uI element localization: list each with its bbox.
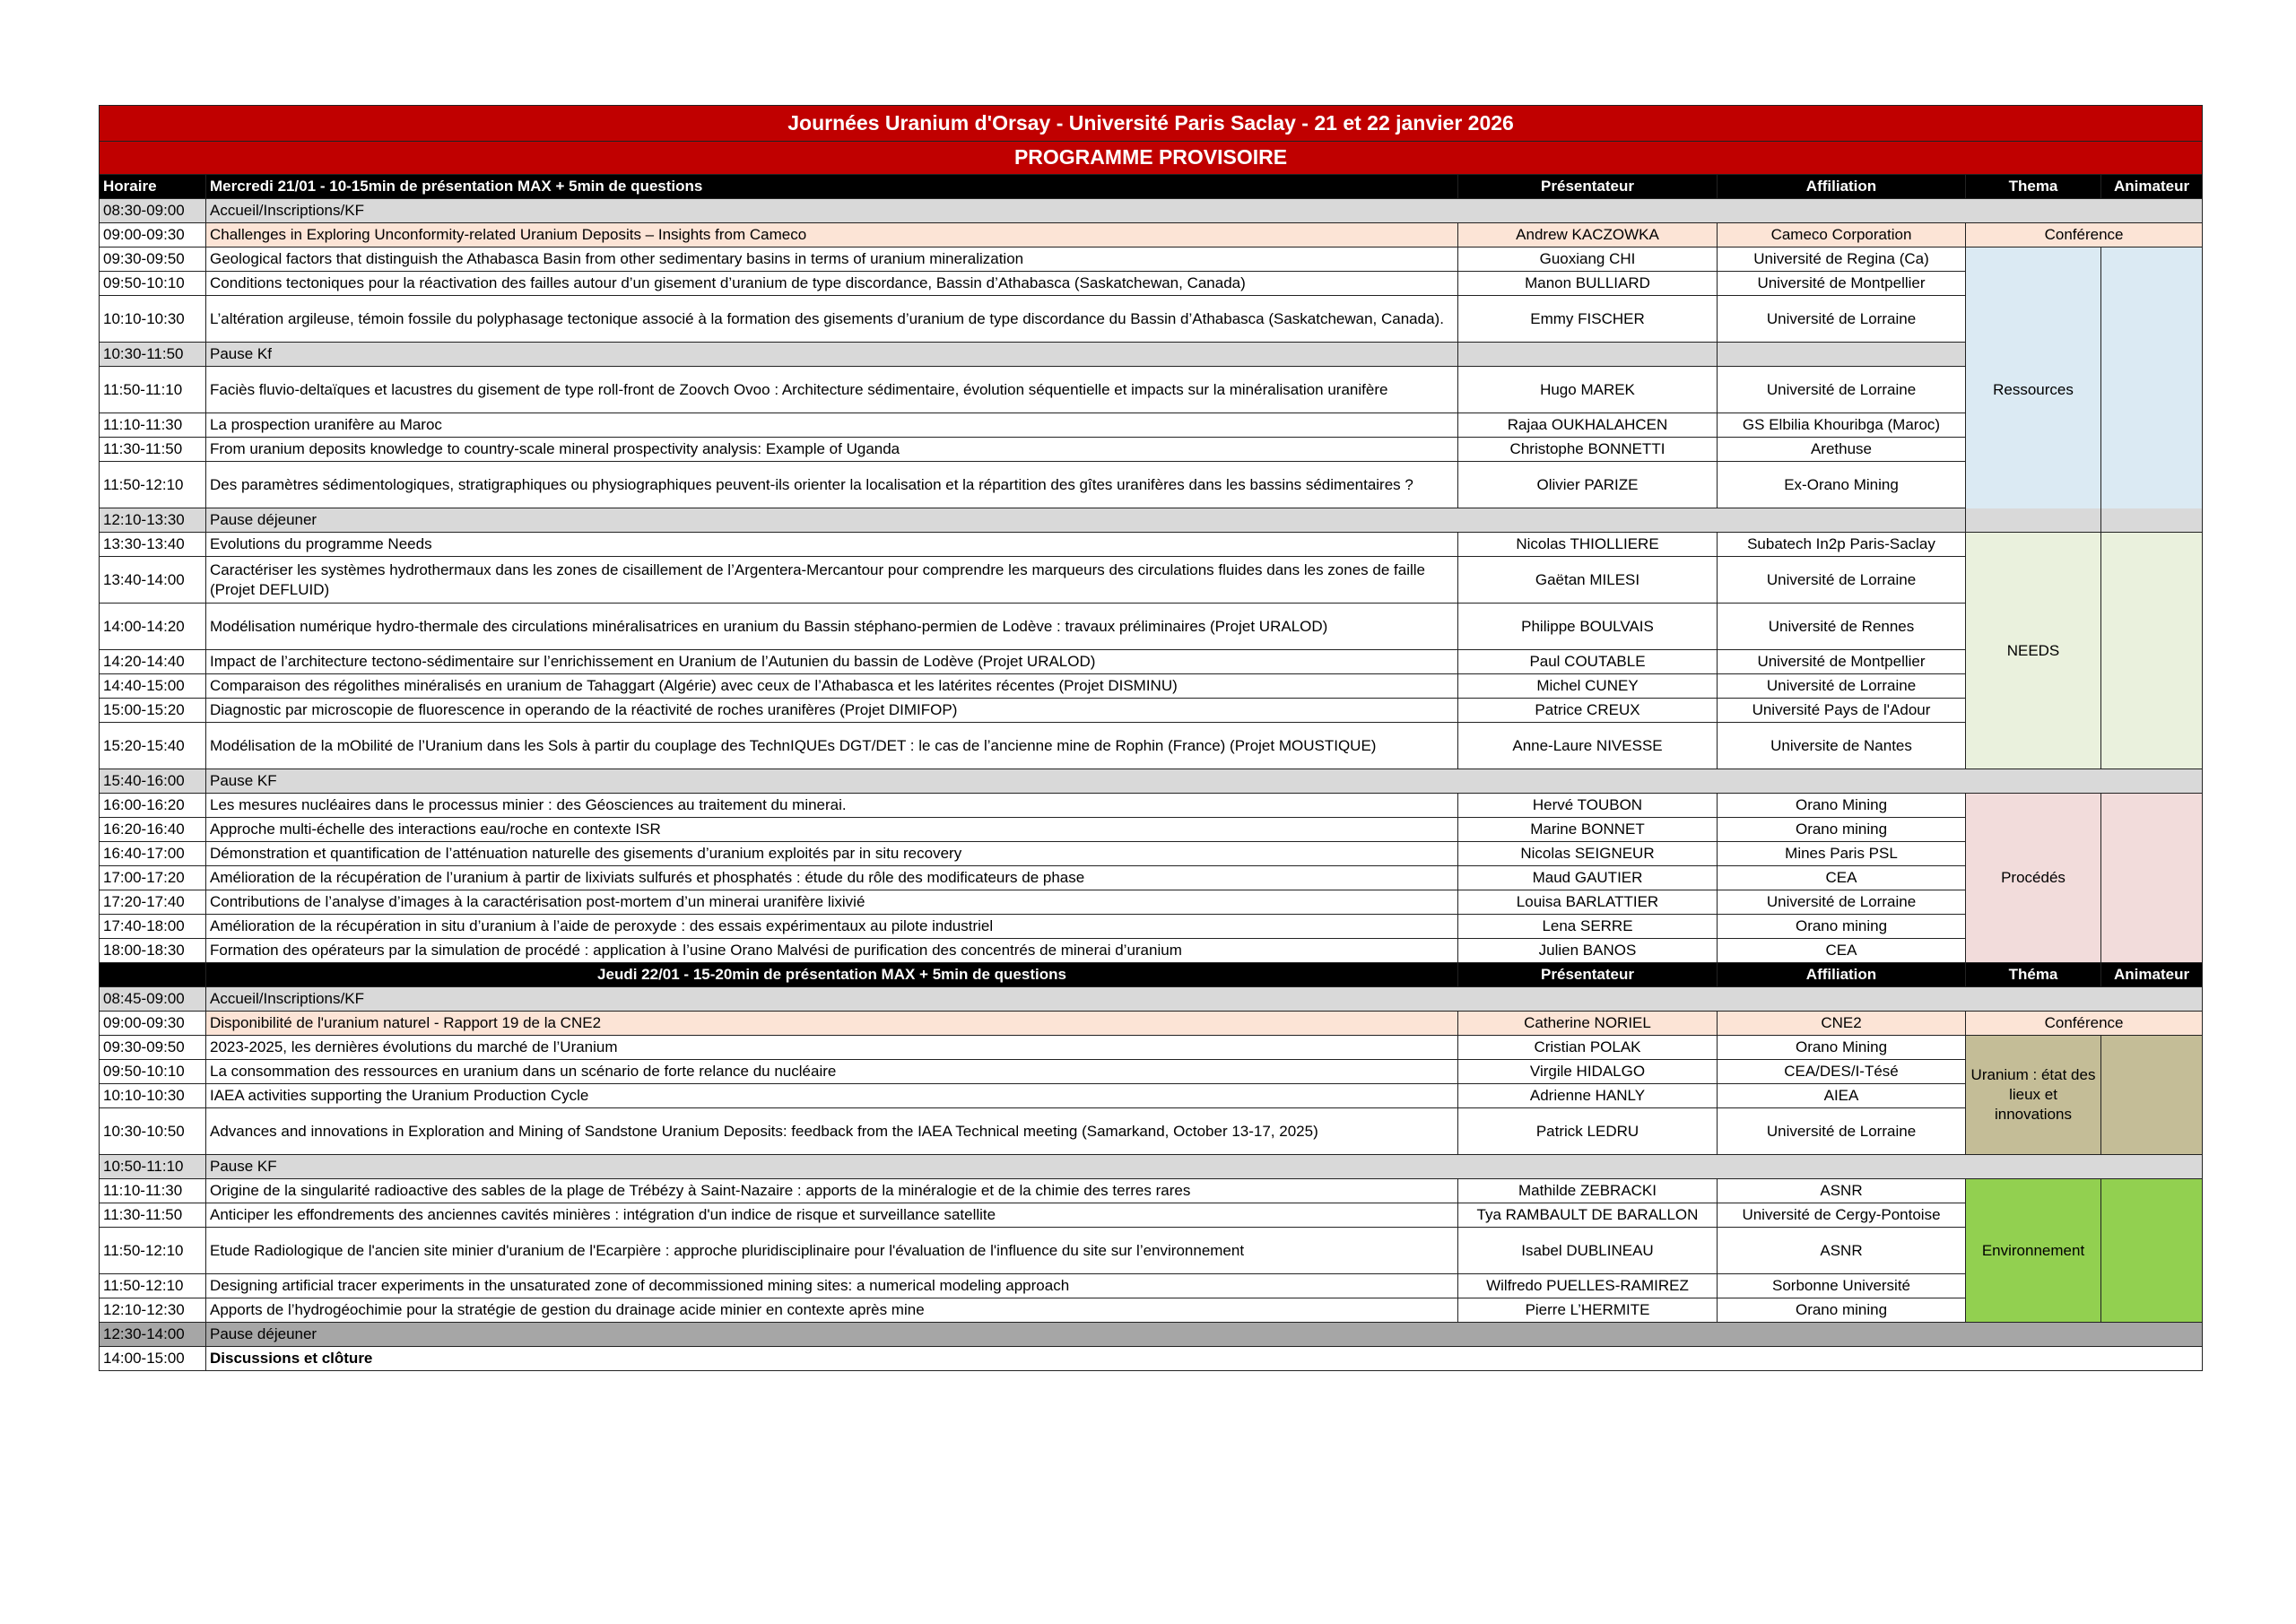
row-affiliation: Université de Regina (Ca) <box>1718 248 1966 272</box>
table-row <box>100 508 2203 533</box>
row-title: Modélisation numérique hydro-thermale des circulations minéralisatrices en uranium du Bassin stéphano-permien de Lodève : travaux préliminaires (Projet URALOD) <box>206 604 1458 650</box>
table-row <box>100 557 2203 604</box>
row-time: 17:00-17:20 <box>100 866 206 890</box>
row-affiliation: Orano mining <box>1718 1298 1966 1323</box>
animator-uranium <box>2101 1036 2203 1155</box>
row-affiliation: Subatech In2p Paris-Saclay <box>1718 533 1966 557</box>
row-title: La prospection uranifère au Maroc <box>206 413 1458 438</box>
row-time: 12:30-14:00 <box>100 1323 206 1347</box>
row-presenter: Anne-Laure NIVESSE <box>1458 723 1718 769</box>
row-presenter: Rajaa OUKHALAHCEN <box>1458 413 1718 438</box>
table-row <box>100 650 2203 674</box>
row-title: L’altération argileuse, témoin fossile du polyphasage tectonique associé à la formation des gisements d’uranium de type discordance du Bassin d’Athabasca (Saskatchewan, Canada). <box>206 296 1458 343</box>
row-affiliation: Université de Lorraine <box>1718 296 1966 343</box>
theme-needs: NEEDS <box>1966 533 2101 769</box>
row-time: 11:50-12:10 <box>100 1274 206 1298</box>
row-affiliation: Université de Lorraine <box>1718 1108 1966 1155</box>
table-row <box>100 604 2203 650</box>
row-presenter: Manon BULLIARD <box>1458 272 1718 296</box>
row-presenter: Virgile HIDALGO <box>1458 1060 1718 1084</box>
row-affiliation: Orano Mining <box>1718 1036 1966 1060</box>
row-presenter: Emmy FISCHER <box>1458 296 1718 343</box>
table-row <box>100 987 2203 1012</box>
animator-ressources <box>2101 248 2203 533</box>
row-title: Origine de la singularité radioactive des sables de la plage de Trébézy à Saint-Nazaire : apports de la minéralogie et de la chimie des terres rares <box>206 1179 1458 1203</box>
row-presenter: Hervé TOUBON <box>1458 794 1718 818</box>
table-row <box>100 674 2203 699</box>
row-affiliation: Orano Mining <box>1718 794 1966 818</box>
row-time: 16:20-16:40 <box>100 818 206 842</box>
row-title: Evolutions du programme Needs <box>206 533 1458 557</box>
row-presenter: Guoxiang CHI <box>1458 248 1718 272</box>
col-header-title: Jeudi 22/01 - 15-20min de présentation MAX + 5min de questions <box>206 963 1458 987</box>
row-time: 16:40-17:00 <box>100 842 206 866</box>
row-time: 09:30-09:50 <box>100 248 206 272</box>
row-title: Apports de l’hydrogéochimie pour la stratégie de gestion du drainage acide minier en contexte après mine <box>206 1298 1458 1323</box>
row-affiliation: Université de Lorraine <box>1718 674 1966 699</box>
col-header-theme: Thema <box>1966 175 2101 199</box>
row-title: IAEA activities supporting the Uranium Production Cycle <box>206 1084 1458 1108</box>
row-time: 09:00-09:30 <box>100 1012 206 1036</box>
row-title: Impact de l’architecture tectono-sédimentaire sur l’enrichissement en Uranium de l’Autunien du bassin de Lodève (Projet URALOD) <box>206 650 1458 674</box>
table-row <box>100 699 2203 723</box>
animator-environnement <box>2101 1179 2203 1323</box>
row-time: 09:30-09:50 <box>100 1036 206 1060</box>
row-presenter: Lena SERRE <box>1458 915 1718 939</box>
row-affiliation: Cameco Corporation <box>1718 223 1966 248</box>
theme-conference: Conférence <box>1966 1012 2203 1036</box>
row-presenter: Hugo MAREK <box>1458 367 1718 413</box>
row-presenter: Adrienne HANLY <box>1458 1084 1718 1108</box>
row-title: Formation des opérateurs par la simulation de procédé : application à l’usine Orano Malvési de purification des concentrés de minerai d’uranium <box>206 939 1458 963</box>
row-time: 10:10-10:30 <box>100 1084 206 1108</box>
row-time: 08:30-09:00 <box>100 199 206 223</box>
row-title: Pause déjeuner <box>206 508 2203 533</box>
row-title: Des paramètres sédimentologiques, stratigraphiques ou physiographiques peuvent-ils orienter la localisation et la répartition des gîtes uranifères dans les bassins sédimentaires ? <box>206 462 1458 508</box>
row-title: Anticiper les effondrements des anciennes cavités minières : intégration d'un indice de risque et surveillance satellite <box>206 1203 1458 1228</box>
row-presenter: Patrick LEDRU <box>1458 1108 1718 1155</box>
row-title: Amélioration de la récupération de l’uranium à partir de lixiviats sulfurés et phosphatés : étude du rôle des modificateurs de phase <box>206 866 1458 890</box>
table-row <box>100 939 2203 963</box>
row-affiliation: Université de Montpellier <box>1718 650 1966 674</box>
row-time: 18:00-18:30 <box>100 939 206 963</box>
row-affiliation: Université de Lorraine <box>1718 557 1966 604</box>
table-row <box>100 1203 2203 1228</box>
row-time: 14:00-14:20 <box>100 604 206 650</box>
table-row <box>100 1060 2203 1084</box>
row-affiliation: Université de Lorraine <box>1718 367 1966 413</box>
row-time: 14:40-15:00 <box>100 674 206 699</box>
row-presenter: Cristian POLAK <box>1458 1036 1718 1060</box>
row-time: 10:10-10:30 <box>100 296 206 343</box>
row-time: 15:40-16:00 <box>100 769 206 794</box>
row-title: Faciès fluvio-deltaïques et lacustres du gisement de type roll-front de Zoovch Ovoo : Architecture sédimentaire, évolution séquentielle et impacts sur la minéralisation uranifère <box>206 367 1458 413</box>
row-title: Approche multi-échelle des interactions eau/roche en contexte ISR <box>206 818 1458 842</box>
row-time: 10:30-11:50 <box>100 343 206 367</box>
row-time: 09:50-10:10 <box>100 272 206 296</box>
row-presenter: Patrice CREUX <box>1458 699 1718 723</box>
row-presenter: Philippe BOULVAIS <box>1458 604 1718 650</box>
row-title: Amélioration de la récupération in situ d’uranium à l’aide de peroxyde : des essais expérimentaux au pilote industriel <box>206 915 1458 939</box>
row-presenter: Isabel DUBLINEAU <box>1458 1228 1718 1274</box>
row-affiliation: GS Elbilia Khouribga (Maroc) <box>1718 413 1966 438</box>
row-affiliation: Université Pays de l'Adour <box>1718 699 1966 723</box>
row-title: Geological factors that distinguish the Athabasca Basin from other sedimentary basins in terms of uranium mineralization <box>206 248 1458 272</box>
row-title: Modélisation de la mObilité de l’Uranium dans les Sols à partir du couplage des TechnIQUEs DGT/DET : le cas de l’ancienne mine de Rophin (France) (Projet MOUSTIQUE) <box>206 723 1458 769</box>
row-time: 11:50-12:10 <box>100 1228 206 1274</box>
row-title: Conditions tectoniques pour la réactivation des failles autour d’un gisement d’uranium de type discordance, Bassin d’Athabasca (Saskatchewan, Canada) <box>206 272 1458 296</box>
row-presenter: Andrew KACZOWKA <box>1458 223 1718 248</box>
row-presenter: Paul COUTABLE <box>1458 650 1718 674</box>
col-header-time <box>100 963 206 987</box>
table-row <box>100 1036 2203 1060</box>
page-title: Journées Uranium d'Orsay - Université Paris Saclay - 21 et 22 janvier 2026 <box>100 106 2203 142</box>
row-title: Pause KF <box>206 1155 2203 1179</box>
row-time: 12:10-13:30 <box>100 508 206 533</box>
row-time: 11:50-11:10 <box>100 367 206 413</box>
row-title: Disponibilité de l'uranium naturel - Rapport 19 de la CNE2 <box>206 1012 1458 1036</box>
row-affiliation: Orano mining <box>1718 818 1966 842</box>
row-title: La consommation des ressources en uranium dans un scénario de forte relance du nucléaire <box>206 1060 1458 1084</box>
row-presenter <box>1458 343 1718 367</box>
row-presenter: Louisa BARLATTIER <box>1458 890 1718 915</box>
table-row <box>100 1298 2203 1323</box>
row-title: Designing artificial tracer experiments in the unsaturated zone of decommissioned mining sites: a numerical modeling approach <box>206 1274 1458 1298</box>
row-presenter: Michel CUNEY <box>1458 674 1718 699</box>
row-presenter: Tya RAMBAULT DE BARALLON <box>1458 1203 1718 1228</box>
row-affiliation: Universite de Nantes <box>1718 723 1966 769</box>
animator-needs <box>2101 533 2203 769</box>
table-row <box>100 413 2203 438</box>
row-title: Diagnostic par microscopie de fluorescence in operando de la réactivité de roches uranifères (Projet DIMIFOP) <box>206 699 1458 723</box>
table-row <box>100 1274 2203 1298</box>
row-title: From uranium deposits knowledge to country-scale mineral prospectivity analysis: Example of Uganda <box>206 438 1458 462</box>
col-header-time: Horaire <box>100 175 206 199</box>
row-presenter: Maud GAUTIER <box>1458 866 1718 890</box>
table-row <box>100 818 2203 842</box>
row-title: Discussions et clôture <box>206 1347 2203 1371</box>
row-time: 11:30-11:50 <box>100 438 206 462</box>
row-time: 12:10-12:30 <box>100 1298 206 1323</box>
row-affiliation: Sorbonne Université <box>1718 1274 1966 1298</box>
table-row <box>100 223 2203 248</box>
row-presenter: Julien BANOS <box>1458 939 1718 963</box>
row-affiliation: Université de Montpellier <box>1718 272 1966 296</box>
row-time: 09:00-09:30 <box>100 223 206 248</box>
row-presenter: Gaëtan MILESI <box>1458 557 1718 604</box>
theme-ressources: Ressources <box>1966 248 2101 533</box>
table-row <box>100 462 2203 508</box>
row-presenter: Pierre L’HERMITE <box>1458 1298 1718 1323</box>
row-affiliation: ASNR <box>1718 1179 1966 1203</box>
theme-procedes: Procédés <box>1966 794 2101 963</box>
row-affiliation: Orano mining <box>1718 915 1966 939</box>
table-row <box>100 769 2203 794</box>
row-time: 15:00-15:20 <box>100 699 206 723</box>
row-affiliation: Arethuse <box>1718 438 1966 462</box>
row-affiliation: AIEA <box>1718 1084 1966 1108</box>
table-row <box>100 1012 2203 1036</box>
row-time: 16:00-16:20 <box>100 794 206 818</box>
row-affiliation: Université de Lorraine <box>1718 890 1966 915</box>
table-row <box>100 915 2203 939</box>
table-row <box>100 1179 2203 1203</box>
table-row <box>100 842 2203 866</box>
table-row <box>100 343 2203 367</box>
row-time: 17:40-18:00 <box>100 915 206 939</box>
table-row <box>100 1108 2203 1155</box>
row-presenter: Wilfredo PUELLES-RAMIREZ <box>1458 1274 1718 1298</box>
row-title: Challenges in Exploring Unconformity-related Uranium Deposits – Insights from Cameco <box>206 223 1458 248</box>
row-affiliation: CEA <box>1718 866 1966 890</box>
row-time: 13:40-14:00 <box>100 557 206 604</box>
row-time: 11:10-11:30 <box>100 1179 206 1203</box>
row-affiliation: CEA <box>1718 939 1966 963</box>
row-title: Etude Radiologique de l'ancien site minier d'uranium de l'Ecarpière : approche pluridisciplinaire pour l'évaluation de l'influence du site sur l’environnement <box>206 1228 1458 1274</box>
table-row <box>100 1228 2203 1274</box>
table-row <box>100 890 2203 915</box>
col-header-animator: Animateur <box>2101 175 2203 199</box>
theme-environnement: Environnement <box>1966 1179 2101 1323</box>
col-header-affiliation: Affiliation <box>1718 963 1966 987</box>
row-presenter: Olivier PARIZE <box>1458 462 1718 508</box>
table-row <box>100 723 2203 769</box>
row-title: Advances and innovations in Exploration and Mining of Sandstone Uranium Deposits: feedback from the IAEA Technical meeting (Samarkand, October 13-17, 2025) <box>206 1108 1458 1155</box>
row-presenter: Nicolas THIOLLIERE <box>1458 533 1718 557</box>
row-affiliation: CNE2 <box>1718 1012 1966 1036</box>
row-presenter: Catherine NORIEL <box>1458 1012 1718 1036</box>
col-header-presenter: Présentateur <box>1458 175 1718 199</box>
animator-procedes <box>2101 794 2203 963</box>
theme-uranium: Uranium : état des lieux et innovations <box>1966 1036 2101 1155</box>
row-title: Comparaison des régolithes minéralisés en uranium de Tahaggart (Algérie) avec ceux de l’Athabasca et les latérites récentes (Projet DISMINU) <box>206 674 1458 699</box>
row-title: Caractériser les systèmes hydrothermaux dans les zones de cisaillement de l’Argentera-Mercantour pour comprendre les marqueurs des circulations fluides dans les zones de faille (Projet DEFLUID) <box>206 557 1458 604</box>
table-row <box>100 866 2203 890</box>
row-title: Pause Kf <box>206 343 1458 367</box>
table-row <box>100 272 2203 296</box>
row-time: 10:30-10:50 <box>100 1108 206 1155</box>
table-row <box>100 1155 2203 1179</box>
table-row <box>100 1084 2203 1108</box>
col-header-theme: Théma <box>1966 963 2101 987</box>
col-header-animator: Animateur <box>2101 963 2203 987</box>
row-title: Pause KF <box>206 769 2203 794</box>
table-row <box>100 367 2203 413</box>
row-time: 14:20-14:40 <box>100 650 206 674</box>
row-time: 11:30-11:50 <box>100 1203 206 1228</box>
table-row <box>100 1347 2203 1371</box>
row-presenter: Christophe BONNETTI <box>1458 438 1718 462</box>
row-title: Contributions de l’analyse d’images à la caractérisation post-mortem d’un minerai uranifère lixivié <box>206 890 1458 915</box>
row-affiliation: Université de Rennes <box>1718 604 1966 650</box>
page-subtitle: PROGRAMME PROVISOIRE <box>100 142 2203 175</box>
row-presenter: Mathilde ZEBRACKI <box>1458 1179 1718 1203</box>
row-title: Accueil/Inscriptions/KF <box>206 199 2203 223</box>
table-row <box>100 1323 2203 1347</box>
table-row <box>100 199 2203 223</box>
row-time: 17:20-17:40 <box>100 890 206 915</box>
program-sheet <box>99 105 2202 1371</box>
row-affiliation <box>1718 343 1966 367</box>
theme-conference: Conférence <box>1966 223 2203 248</box>
row-time: 11:10-11:30 <box>100 413 206 438</box>
row-title: 2023-2025, les dernières évolutions du marché de l’Uranium <box>206 1036 1458 1060</box>
row-presenter: Marine BONNET <box>1458 818 1718 842</box>
row-time: 15:20-15:40 <box>100 723 206 769</box>
row-affiliation: ASNR <box>1718 1228 1966 1274</box>
row-title: Accueil/Inscriptions/KF <box>206 987 2203 1012</box>
row-time: 09:50-10:10 <box>100 1060 206 1084</box>
row-affiliation: Ex-Orano Mining <box>1718 462 1966 508</box>
row-time: 10:50-11:10 <box>100 1155 206 1179</box>
table-row <box>100 296 2203 343</box>
row-affiliation: CEA/DES/I-Tésé <box>1718 1060 1966 1084</box>
row-time: 13:30-13:40 <box>100 533 206 557</box>
row-time: 08:45-09:00 <box>100 987 206 1012</box>
row-presenter: Nicolas SEIGNEUR <box>1458 842 1718 866</box>
table-row <box>100 248 2203 272</box>
row-title: Démonstration et quantification de l’atténuation naturelle des gisements d’uranium exploités par in situ recovery <box>206 842 1458 866</box>
row-affiliation: Mines Paris PSL <box>1718 842 1966 866</box>
table-row <box>100 438 2203 462</box>
day2-header-row <box>100 963 2203 987</box>
row-title: Les mesures nucléaires dans le processus minier : des Géosciences au traitement du minerai. <box>206 794 1458 818</box>
row-affiliation: Université de Cergy-Pontoise <box>1718 1203 1966 1228</box>
row-title: Pause déjeuner <box>206 1323 2203 1347</box>
program-table <box>99 105 2203 1371</box>
row-time: 14:00-15:00 <box>100 1347 206 1371</box>
table-row <box>100 533 2203 557</box>
table-row <box>100 794 2203 818</box>
col-header-title: Mercredi 21/01 - 10-15min de présentation MAX + 5min de questions <box>206 175 1458 199</box>
row-time: 11:50-12:10 <box>100 462 206 508</box>
col-header-presenter: Présentateur <box>1458 963 1718 987</box>
day1-header-row <box>100 175 2203 199</box>
col-header-affiliation: Affiliation <box>1718 175 1966 199</box>
